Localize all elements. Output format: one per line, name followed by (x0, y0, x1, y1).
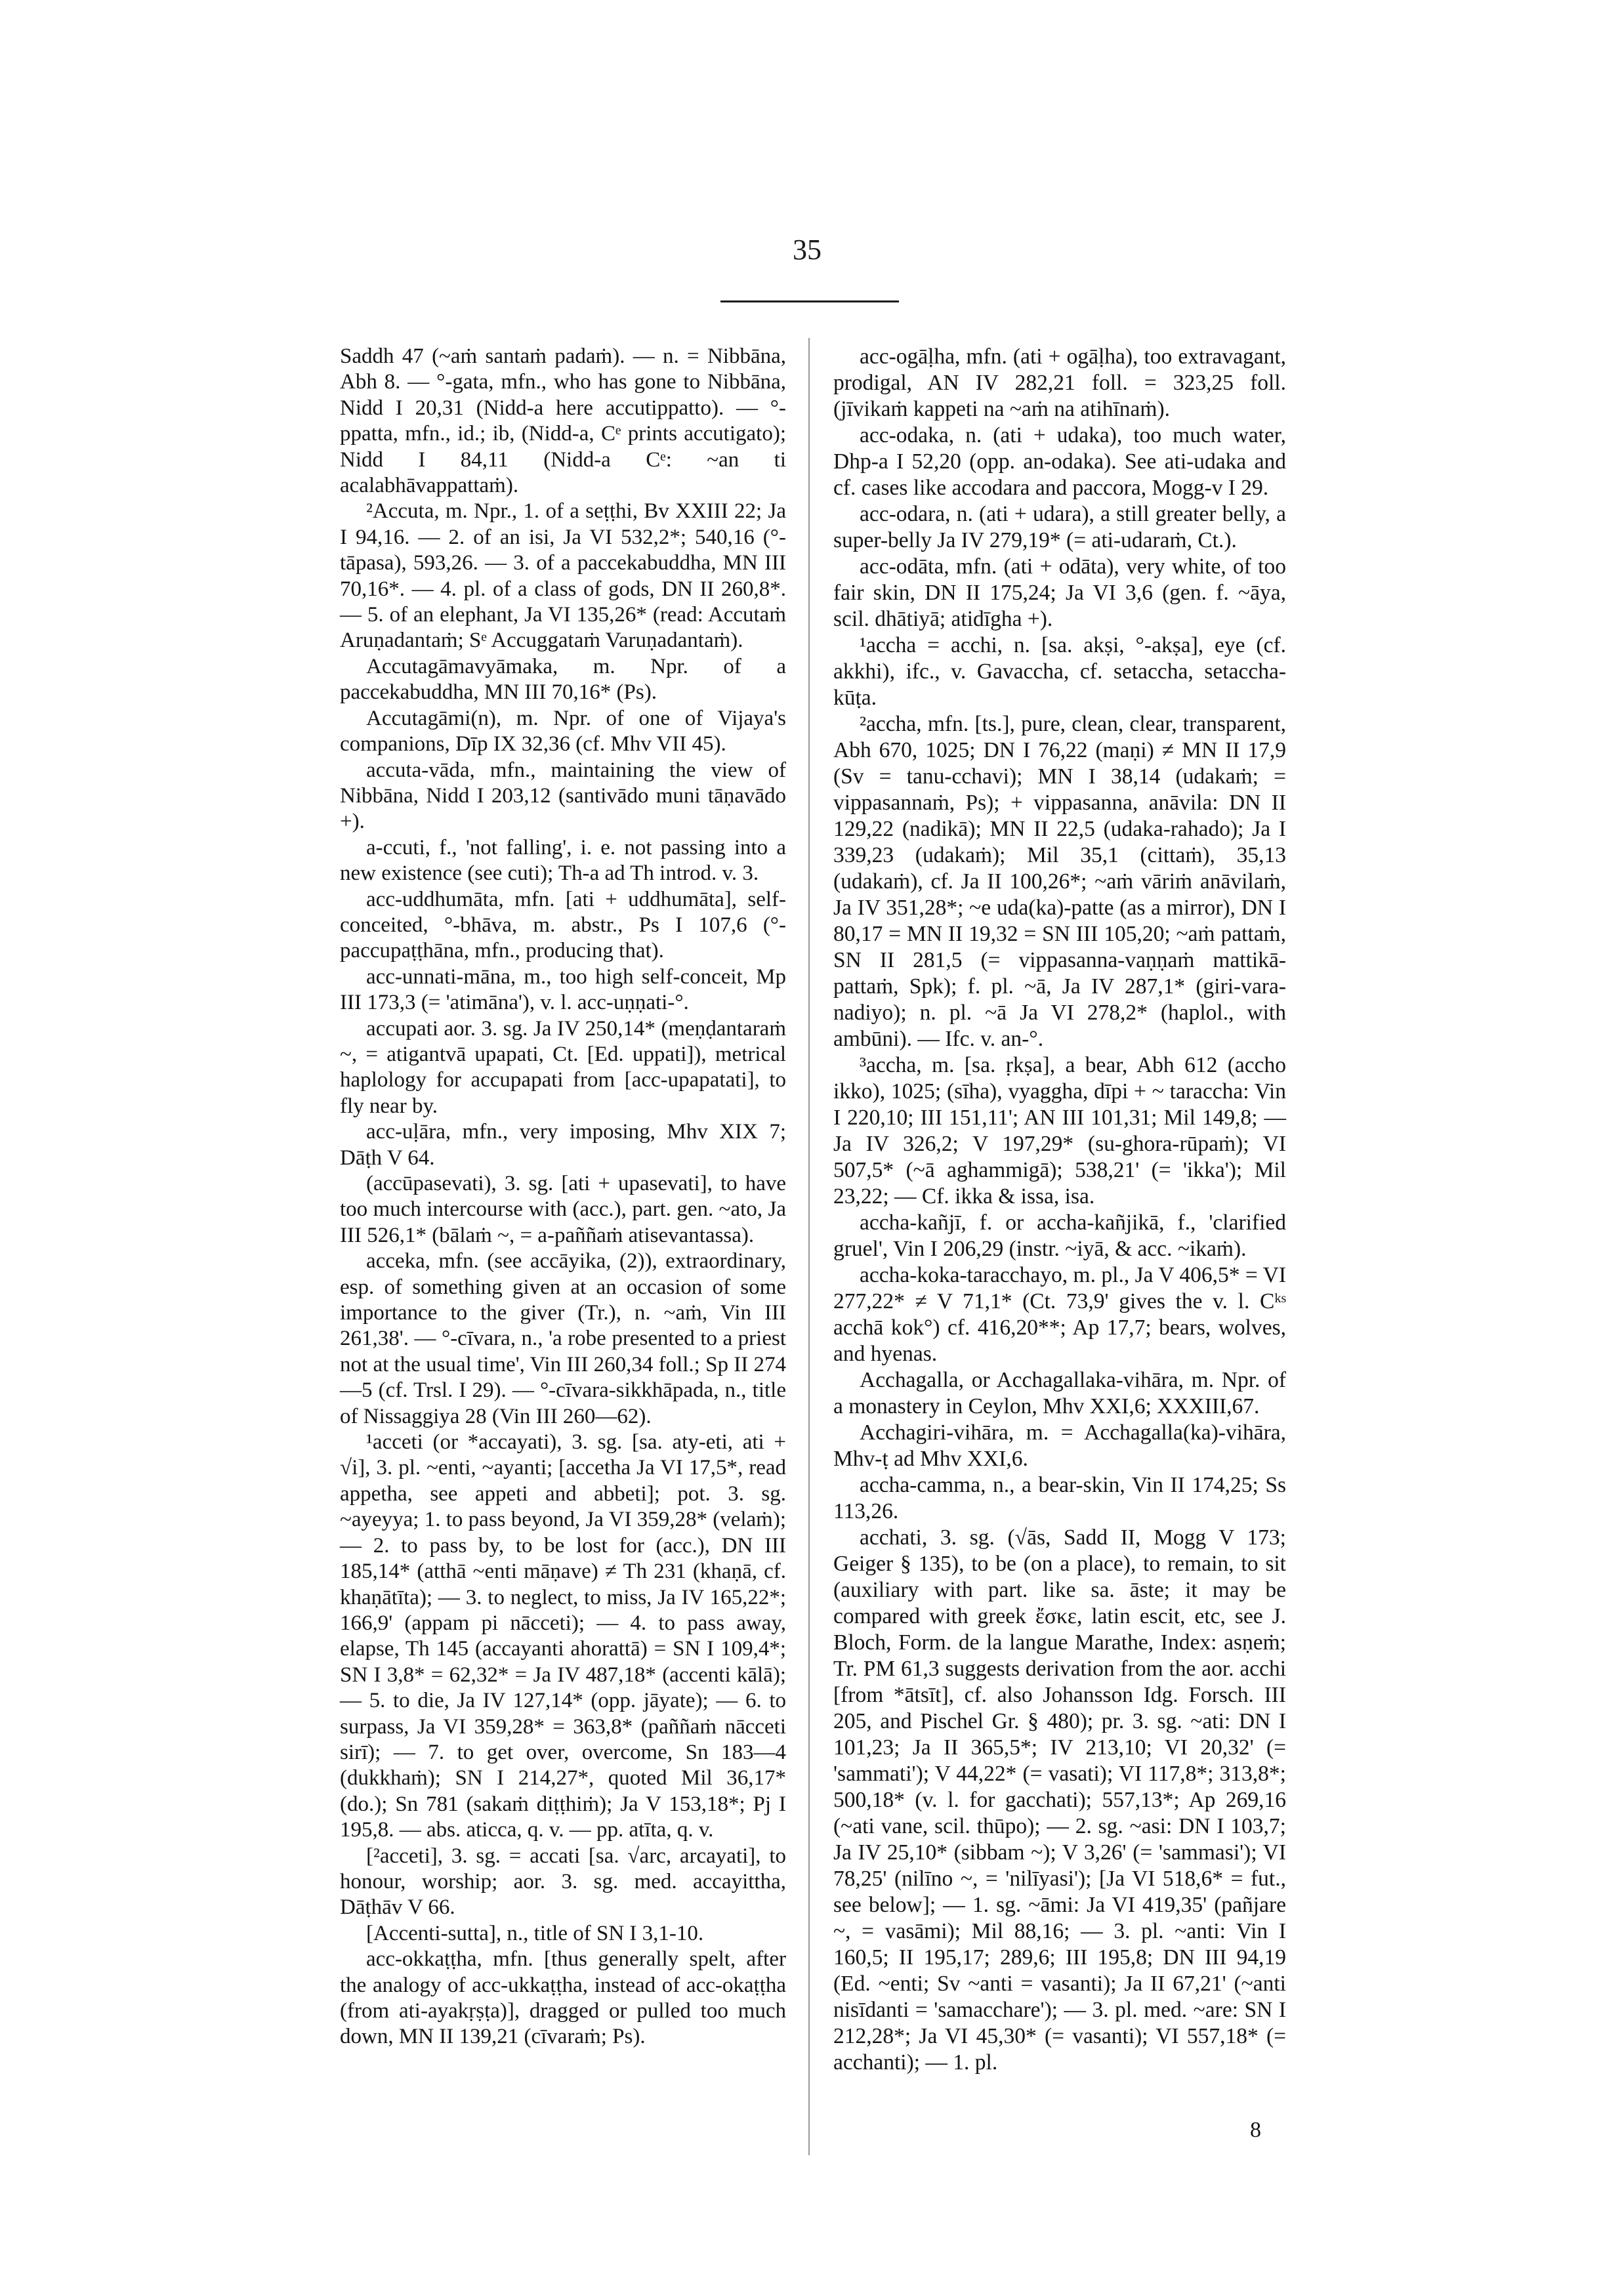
dictionary-entry: acchati, 3. sg. (√ās, Sadd II, Mogg V 173; Geiger § 135), to be (on a place), to remain, to sit (auxiliary with part. like sa. āste; it may be compared with greek ἔσκε, latin escit, etc, see J. Bloch, Form. de la langue Marathe, Index: asṇeṁ; Tr. PM 61,3 suggests derivation from the aor. acchi [from *ātsīt], cf. also Johansson Idg. Forsch. III 205, and Pischel Gr. § 480); pr. 3. sg. ~ati: DN I 101,23; Ja II 365,5*; IV 213,10; VI 20,32' (= 'sammati'); V 44,22* (= vasati); VI 117,8*; 313,8*; 500,18* (v. l. for gacchati); 557,13*; Ap 269,16 (~ati vane, scil. thūpo); — 2. sg. ~asi: DN I 103,7; Ja IV 25,10* (sibbam ~); V 3,26' (= 'sammasi'); VI 78,25' (nilīno ~, = 'nilīyasi'); [Ja VI 518,6* = fut., see below]; — 1. sg. ~āmi: Ja VI 419,35' (pañjare ~, = vasāmi); Mil 88,16; — 3. pl. ~anti: Vin I 160,5; II 195,17; 289,6; III 195,8; DN III 94,19 (Ed. ~enti; Sv ~anti = vasanti); Ja II 67,21' (~anti nisīdanti = 'samacchare'); — 3. pl. med. ~are: SN I 212,28*; Ja VI 45,30* (= vasanti); VI 557,18* (= acchanti); — 1. pl. (833, 1525, 1286, 2075)
right-column (833, 344, 1286, 2076)
header-rule (720, 300, 899, 302)
dictionary-entry: ¹acceti (or *accayati), 3. sg. [sa. aty-eti, ati + √i], 3. pl. ~enti, ~ayanti; [accetha Ja VI 17,5*, read appetha, see appeti and abbeti]; pot. 3. sg. ~ayeyya; 1. to pass beyond, Ja VI 359,28* (velaṁ); — 2. to pass by, to be lost for (acc.), DN III 185,14* (atthā ~enti māṇave) ≠ Th 231 (khaṇā, cf. khaṇātīta); — 3. to neglect, to miss, Ja IV 165,22*; 166,9' (appam pi nācceti); — 4. to pass away, elapse, Th 145 (accayanti ahorattā) = SN I 109,4*; SN I 3,8* = 62,32* = Ja IV 487,18* (accenti kālā); — 5. to die, Ja IV 127,14* (opp. jāyate); — 6. to surpass, Ja VI 359,28* = 363,8* (paññaṁ nācceti sirī); — 7. to get over, overcome, Sn 183—4 (dukkhaṁ); SN I 214,27*, quoted Mil 36,17* (do.); Sn 781 (sakaṁ diṭṭhiṁ); Ja V 153,18*; Pj I 195,8. — abs. aticca, q. v. — pp. atīta, q. v. (340, 1430, 786, 1842)
column-divider (808, 338, 810, 2155)
dictionary-entry: accha-kañjī, f. or accha-kañjikā, f., 'clarified gruel', Vin I 206,29 (instr. ~iyā, & acc. ~ikaṁ). (833, 1210, 1286, 1261)
dictionary-entry: acc-odara, n. (ati + udara), a still greater belly, a super-belly Ja IV 279,19* (= ati-udaraṁ, Ct.). (833, 502, 1286, 552)
dictionary-entry: ²accha, mfn. [ts.], pure, clean, clear, transparent, Abh 670, 1025; DN I 76,22 (maṇi) ≠ MN II 17,9 (Sv = tanu-cchavi); MN I 38,14 (udakaṁ; = vippasannaṁ, Ps); + vippasanna, anāvila: DN II 129,22 (nadikā); MN II 22,5 (udaka-rahado); Ja I 339,23 (udakaṁ); Mil 35,1 (cittaṁ), 35,13 (udakaṁ), cf. Ja II 100,26*; ~aṁ vāriṁ anāvilaṁ, Ja IV 351,28*; ~e uda(ka)-patte (as a mirror), DN I 80,17 = MN II 19,32 = SN III 105,20; ~aṁ pattaṁ, SN II 281,5 (= vippasanna-vaṇṇaṁ mattikā-pattaṁ, Spk); f. pl. ~ā, Ja IV 287,1* (giri-vara-nadiyo); n. pl. ~ā Ja VI 278,2* (haplol., with ambūni). — Ifc. v. an-°. (833, 712, 1286, 1051)
dictionary-entry: a-ccuti, f., 'not falling', i. e. not passing into a new existence (see cuti); Th-a ad Th introd. v. 3. (340, 835, 786, 886)
dictionary-entry: acc-ogāḷha, mfn. (ati + ogāḷha), too extravagant, prodigal, AN IV 282,21 foll. = 323,25 foll. (jīvikaṁ kappeti na ~aṁ na atihīnaṁ). (833, 344, 1286, 421)
dictionary-entry: (accūpasevati), 3. sg. [ati + upasevati], to have too much intercourse with (acc.), part. gen. ~ato, Ja III 526,1* (bālaṁ ~, = a-paññaṁ atisevantassa). (340, 1172, 786, 1247)
signature-mark: 8 (1250, 2118, 1261, 2142)
dictionary-entry: acc-uḷāra, mfn., very imposing, Mhv XIX 7; Dāṭh V 64. (340, 1120, 786, 1170)
dictionary-entry: Accutagāmavyāmaka, m. Npr. of a paccekabuddha, MN III 70,16* (Ps). (340, 654, 786, 705)
dictionary-entry: accupati aor. 3. sg. Ja IV 250,14* (meṇḍantaraṁ ~, = atigantvā upapati, Ct. [Ed. uppati]), metrical haplology for accupapati from [acc-upapatati], to fly near by. (340, 1016, 786, 1118)
dictionary-entry: Acchagiri-vihāra, m. = Acchagalla(ka)-vihāra, Mhv-ṭ ad Mhv XXI,6. (833, 1420, 1286, 1471)
dictionary-entry: acc-uddhumāta, mfn. [ati + uddhumāta], self-conceited, °-bhāva, m. abstr., Ps I 107,6 (°-paccupaṭṭhāna, mfn., producing that). (340, 887, 786, 963)
dictionary-entry: acc-okkaṭṭha, mfn. [thus generally spelt, after the analogy of acc-ukkaṭṭha, instead of acc-okaṭṭha (from ati-ayakṛṣṭa)], dragged or pulled too much down, MN II 139,21 (cīvaraṁ; Ps). (340, 1947, 786, 2049)
dictionary-entry: acc-unnati-māna, m., too high self-conceit, Mp III 173,3 (= 'atimāna'), v. l. acc-uṇṇati-°. (340, 964, 786, 1015)
dictionary-entry: acc-odaka, n. (ati + udaka), too much water, Dhp-a I 52,20 (opp. an-odaka). See ati-udaka and cf. cases like accodara and paccora, Mogg-v I 29. (833, 423, 1286, 500)
left-column (340, 344, 786, 2050)
dictionary-entry: Accutagāmi(n), m. Npr. of one of Vijaya's companions, Dīp IX 32,36 (cf. Mhv VII 45). (340, 706, 786, 756)
dictionary-entry: acc-odāta, mfn. (ati + odāta), very white, of too fair skin, DN II 175,24; Ja VI 3,6 (gen. f. ~āya, scil. dhātiyā; atidīgha +). (833, 554, 1286, 631)
dictionary-entry: accha-camma, n., a bear-skin, Vin II 174,25; Ss 113,26. (833, 1473, 1286, 1523)
dictionary-entry: Acchagalla, or Acchagallaka-vihāra, m. Npr. of a monastery in Ceylon, Mhv XXI,6; XXXIII,67. (833, 1368, 1286, 1418)
dictionary-entry: ³accha, m. [sa. ṛkṣa], a bear, Abh 612 (accho ikko), 1025; (sīha), vyaggha, dīpi + ~ taraccha: Vin I 220,10; III 151,11'; AN III 101,31; Mil 149,8; — Ja IV 326,2; V 197,29* (su-ghora-rūpaṁ); VI 507,5* (~ā aghammigā); 538,21' (= 'ikka'); Mil 23,22; — Cf. ikka & issa, isa. (833, 1053, 1286, 1209)
dictionary-entry: ²Accuta, m. Npr., 1. of a seṭṭhi, Bv XXIII 22; Ja I 94,16. — 2. of an isi, Ja VI 532,2*; 540,16 (°-tāpasa), 593,26. — 3. of a paccekabuddha, MN III 70,16*. — 4. pl. of a class of gods, DN II 260,8*. — 5. of an elephant, Ja VI 135,26* (read: Accutaṁ Aruṇadantaṁ; Sᵉ Accuggataṁ Varuṇadantaṁ). (340, 499, 786, 653)
dictionary-entry: [²acceti], 3. sg. = accati [sa. √arc, arcayati], to honour, worship; aor. 3. sg. med. accayittha, Dāṭhāv V 66. (340, 1844, 786, 1920)
dictionary-entry: ¹accha = acchi, n. [sa. akṣi, °-akṣa], eye (cf. akkhi), ifc., v. Gavaccha, cf. setaccha, setaccha-kūṭa. (833, 633, 1286, 710)
dictionary-entry: accha-koka-taracchayo, m. pl., Ja V 406,5* = VI 277,22* ≠ V 71,1* (Ct. 73,9' gives the v. l. Cᵏˢ acchā kok°) cf. 416,20**; Ap 17,7; bears, wolves, and hyenas. (833, 1263, 1286, 1366)
dictionary-entry: Saddh 47 (~aṁ santaṁ padaṁ). — n. = Nibbāna, Abh 8. — °-gata, mfn., who has gone to Nibbāna, Nidd I 20,31 (Nidd-a here accutippatto). — °-ppatta, mfn., id.; ib, (Nidd-a, Cᵉ prints accutigato); Nidd I 84,11 (Nidd-a Cᵉ: ~an ti acalabhāvappattaṁ). (340, 344, 786, 498)
dictionary-entry: [Accenti-sutta], n., title of SN I 3,1-10. (366, 1921, 704, 1945)
dictionary-entry: accuta-vāda, mfn., maintaining the view of Nibbāna, Nidd I 203,12 (santivādo muni tāṇavādo +). (340, 758, 786, 834)
dictionary-entry: acceka, mfn. (see accāyika, (2)), extraordinary, esp. of something given at an occasion of some importance to the giver (Tr.), n. ~aṁ, Vin III 261,38'. — °-cīvara, n., 'a robe presented to a priest not at the usual time', Vin III 260,34 foll.; Sp II 274—5 (cf. Trsl. I 29). — °-cīvara-sikkhāpada, n., title of Nissaggiya 28 (Vin III 260—62). (340, 1249, 786, 1428)
page-number: 35 (793, 234, 822, 266)
